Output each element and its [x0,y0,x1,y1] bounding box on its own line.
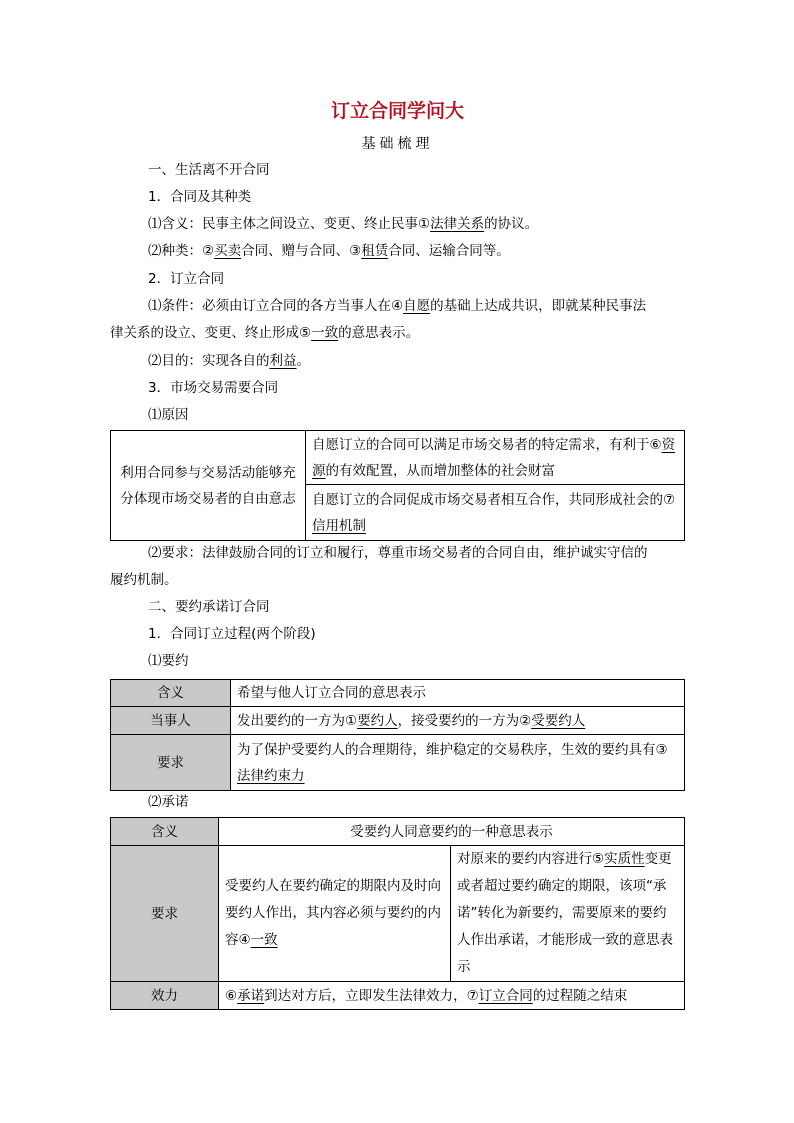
point-3: 3．市场交易需要合同 [148,380,279,396]
accept-label-effect: 效力 [111,982,219,1010]
reason-table-left: 利用合同参与交易活动能够充分体现市场交易者的自由意志 [111,431,306,541]
point-2b: ⑵目的：实现各自的利益。 [148,353,310,369]
point-1b: ⑵种类：②买卖合同、赠与合同、③租赁合同、运输合同等。 [148,243,510,259]
point-2: 2．订立合同 [148,271,225,287]
offer-label-meaning: 含义 [111,680,231,707]
accept-requirement-right: 对原来的要约内容进行⑤实质性变更或者超过要约确定的期限，该项“承诺”转化为新要约，需要原来的要约人作出承诺，才能形成一致的意思表示 [451,846,685,982]
point-3b-line2: 履约机制。 [110,572,178,588]
point-2a-line1: ⑴条件：必须由订立合同的各方当事人在④自愿的基础上达成共识，即就某种民事法 [148,298,647,314]
reason-table-row2: 自愿订立的合同促成市场交易者相互合作，共同形成社会的⑦信用机制 [306,485,685,541]
accept-label-requirement: 要求 [111,846,219,982]
accept-requirement-left: 受要约人在要约确定的期限内及时向要约人作出，其内容必须与要约的内容④一致 [219,846,451,982]
section-heading-1: 一、生活离不开合同 [148,162,270,178]
reason-table-row1: 自愿订立的合同可以满足市场交易者的特定需求，有利于⑥资源的有效配置，从而增加整体的社会财富 [306,431,685,485]
offer-value-parties: 发出要约的一方为①要约人，接受要约的一方为②受要约人 [231,707,685,735]
point-1: 1．合同及其种类 [148,189,252,205]
section-subtitle: 基础梳理 [361,136,434,152]
page-title: 订立合同学问大 [330,100,464,122]
accept-value-effect: ⑥承诺到达对方后，立即发生法律效力，⑦订立合同的过程随之结束 [219,982,685,1010]
point-2-1: 1．合同订立过程(两个阶段) [148,626,316,642]
point-1a: ⑴含义：民事主体之间设立、变更、终止民事①法律关系的协议。 [148,216,539,232]
point-2a-line2: 律关系的设立、变更、终止形成⑤一致的意思表示。 [110,325,420,341]
accept-label-meaning: 含义 [111,818,219,846]
point-3b-line1: ⑵要求：法律鼓励合同的订立和履行，尊重市场交易者的合同自由，维护诚实守信的 [148,545,648,561]
point-2-1a: ⑴要约 [148,653,189,669]
offer-label-requirement: 要求 [111,735,231,791]
offer-value-meaning: 希望与他人订立合同的意思表示 [231,680,685,707]
accept-value-meaning: 受要约人同意要约的一种意思表示 [219,818,685,846]
offer-table [110,679,685,791]
reason-table [110,430,685,541]
offer-value-requirement: 为了保护受要约人的合理期待，维护稳定的交易秩序，生效的要约具有③法律约束力 [231,735,685,791]
point-2-1b: ⑵承诺 [148,794,189,810]
offer-label-parties: 当事人 [111,707,231,735]
accept-table [110,817,685,1010]
point-3a: ⑴原因 [148,407,189,423]
section-heading-2: 二、要约承诺订合同 [148,599,270,615]
